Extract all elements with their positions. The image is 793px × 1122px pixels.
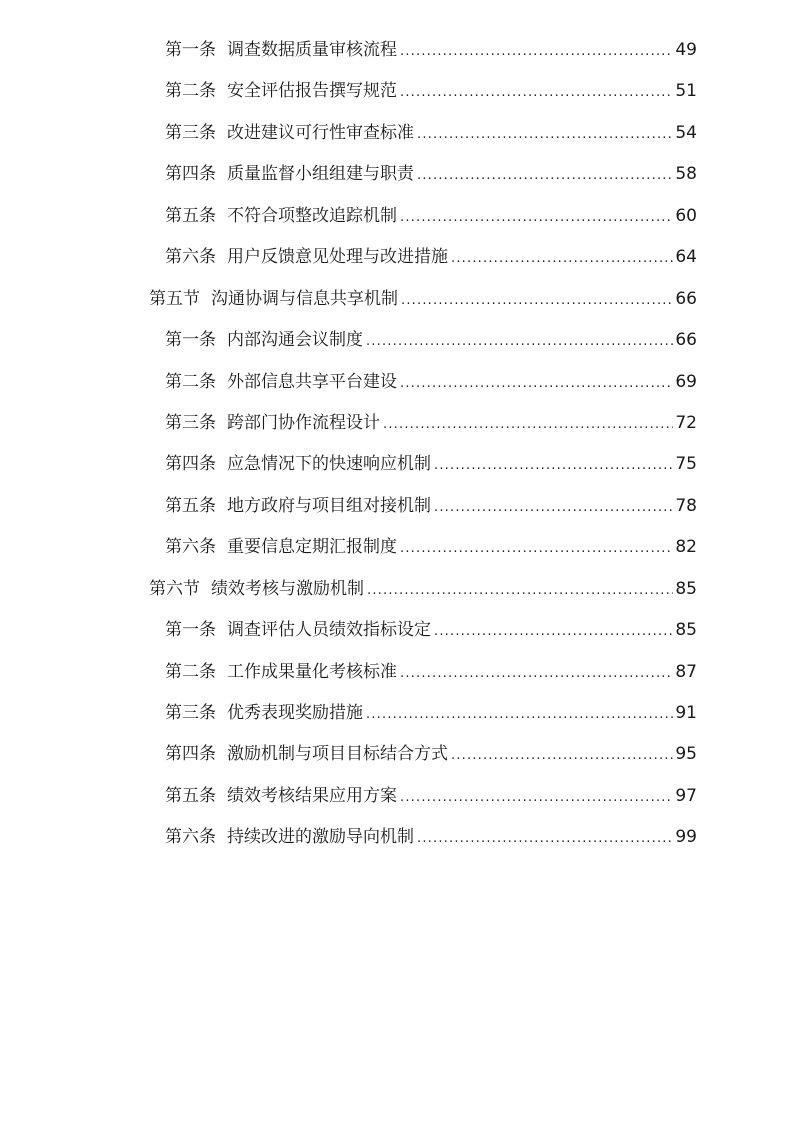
dot-leader xyxy=(400,653,673,694)
page-number: 49 xyxy=(675,40,697,60)
dot-leader xyxy=(417,114,673,155)
page-number: 87 xyxy=(675,661,697,682)
entry-title: 安全评估报告撰写规范 xyxy=(227,81,397,102)
toc-article-entry[interactable] xyxy=(0,196,793,237)
toc-article-entry[interactable] xyxy=(0,113,793,154)
entry-title: 调查评估人员绩效指标设定 xyxy=(227,620,431,641)
entry-number: 第四条 xyxy=(165,164,216,185)
toc-article-entry[interactable] xyxy=(0,693,793,734)
toc-article-entry[interactable] xyxy=(0,444,793,485)
page-number: 95 xyxy=(675,744,697,765)
dot-leader xyxy=(434,611,673,652)
entry-title: 外部信息共享平台建设 xyxy=(227,371,397,392)
page-number: 91 xyxy=(675,703,697,723)
entry-number: 第六条 xyxy=(165,247,216,268)
entry-number: 第二条 xyxy=(165,81,216,102)
dot-leader xyxy=(400,777,673,818)
dot-leader xyxy=(401,280,673,321)
page-number: 60 xyxy=(675,205,697,226)
page-number: 85 xyxy=(675,620,697,641)
entry-number: 第二条 xyxy=(165,661,216,682)
entry-number: 第五条 xyxy=(165,785,216,806)
entry-number: 第三条 xyxy=(165,122,216,143)
entry-title: 沟通协调与信息共享机制 xyxy=(211,288,398,309)
dot-leader xyxy=(400,197,673,238)
page-number: 99 xyxy=(675,827,697,848)
toc-article-entry[interactable] xyxy=(0,817,793,858)
entry-title: 优秀表现奖励措施 xyxy=(227,703,363,723)
entry-title: 激励机制与项目目标结合方式 xyxy=(227,744,448,765)
dot-leader xyxy=(400,363,673,404)
entry-title: 应急情况下的快速响应机制 xyxy=(227,454,431,475)
entry-number: 第一条 xyxy=(165,40,216,60)
entry-number: 第六条 xyxy=(165,537,216,558)
entry-number: 第二条 xyxy=(165,371,216,392)
entry-number: 第四条 xyxy=(165,744,216,765)
page-number: 51 xyxy=(675,81,697,102)
page-number: 54 xyxy=(675,122,697,143)
entry-title: 用户反馈意见处理与改进措施 xyxy=(227,247,448,268)
toc-article-entry[interactable] xyxy=(0,734,793,775)
toc-article-entry[interactable] xyxy=(0,652,793,693)
entry-number: 第五条 xyxy=(165,205,216,226)
entry-title: 重要信息定期汇报制度 xyxy=(227,537,397,558)
entry-title: 内部沟通会议制度 xyxy=(227,330,363,351)
dot-leader xyxy=(434,487,673,528)
dot-leader xyxy=(383,404,673,445)
page-number: 97 xyxy=(675,785,697,806)
entry-number: 第四条 xyxy=(165,454,216,475)
entry-number: 第五条 xyxy=(165,495,216,516)
dot-leader xyxy=(400,72,673,113)
dot-leader xyxy=(451,238,673,279)
entry-title: 跨部门协作流程设计 xyxy=(227,412,380,433)
entry-title: 工作成果量化考核标准 xyxy=(227,661,397,682)
page-number: 58 xyxy=(675,164,697,185)
toc-article-entry[interactable] xyxy=(0,71,793,112)
toc-article-entry[interactable] xyxy=(0,362,793,403)
toc-section-entry[interactable] xyxy=(0,569,793,610)
entry-number: 第三条 xyxy=(165,412,216,433)
entry-title: 绩效考核与激励机制 xyxy=(211,578,364,599)
dot-leader xyxy=(367,570,673,611)
toc-article-entry[interactable] xyxy=(0,486,793,527)
entry-title: 调查数据质量审核流程 xyxy=(227,40,397,60)
dot-leader xyxy=(366,321,673,362)
entry-title: 质量监督小组组建与职责 xyxy=(227,164,414,185)
page-number: 66 xyxy=(675,288,697,309)
entry-number: 第六条 xyxy=(165,827,216,848)
toc-article-entry[interactable] xyxy=(0,610,793,651)
entry-number: 第一条 xyxy=(165,330,216,351)
entry-title: 持续改进的激励导向机制 xyxy=(227,827,414,848)
entry-number: 第三条 xyxy=(165,703,216,723)
entry-number: 第六节 xyxy=(149,578,200,599)
toc-article-entry[interactable] xyxy=(0,776,793,817)
entry-title: 改进建议可行性审查标准 xyxy=(227,122,414,143)
page-number: 85 xyxy=(675,578,697,599)
entry-title: 绩效考核结果应用方案 xyxy=(227,785,397,806)
toc-article-entry[interactable] xyxy=(0,527,793,568)
entry-title: 不符合项整改追踪机制 xyxy=(227,205,397,226)
page-number: 82 xyxy=(675,537,697,558)
page-number: 66 xyxy=(675,330,697,351)
toc-article-entry[interactable] xyxy=(0,403,793,444)
page-number: 72 xyxy=(675,412,697,433)
page-number: 69 xyxy=(675,371,697,392)
entry-title: 地方政府与项目组对接机制 xyxy=(227,495,431,516)
toc-article-entry[interactable] xyxy=(0,30,793,71)
dot-leader xyxy=(434,445,673,486)
dot-leader xyxy=(451,735,673,776)
toc-article-entry[interactable] xyxy=(0,154,793,195)
page-number: 64 xyxy=(675,247,697,268)
page-number: 75 xyxy=(675,454,697,475)
toc-article-entry[interactable] xyxy=(0,237,793,278)
toc-section-entry[interactable] xyxy=(0,279,793,320)
table-of-contents xyxy=(0,30,793,859)
dot-leader xyxy=(400,528,673,569)
dot-leader xyxy=(417,155,673,196)
toc-article-entry[interactable] xyxy=(0,320,793,361)
entry-number: 第五节 xyxy=(149,288,200,309)
dot-leader xyxy=(400,31,673,72)
dot-leader xyxy=(366,694,673,735)
dot-leader xyxy=(417,818,673,859)
entry-number: 第一条 xyxy=(165,620,216,641)
page-number: 78 xyxy=(675,495,697,516)
